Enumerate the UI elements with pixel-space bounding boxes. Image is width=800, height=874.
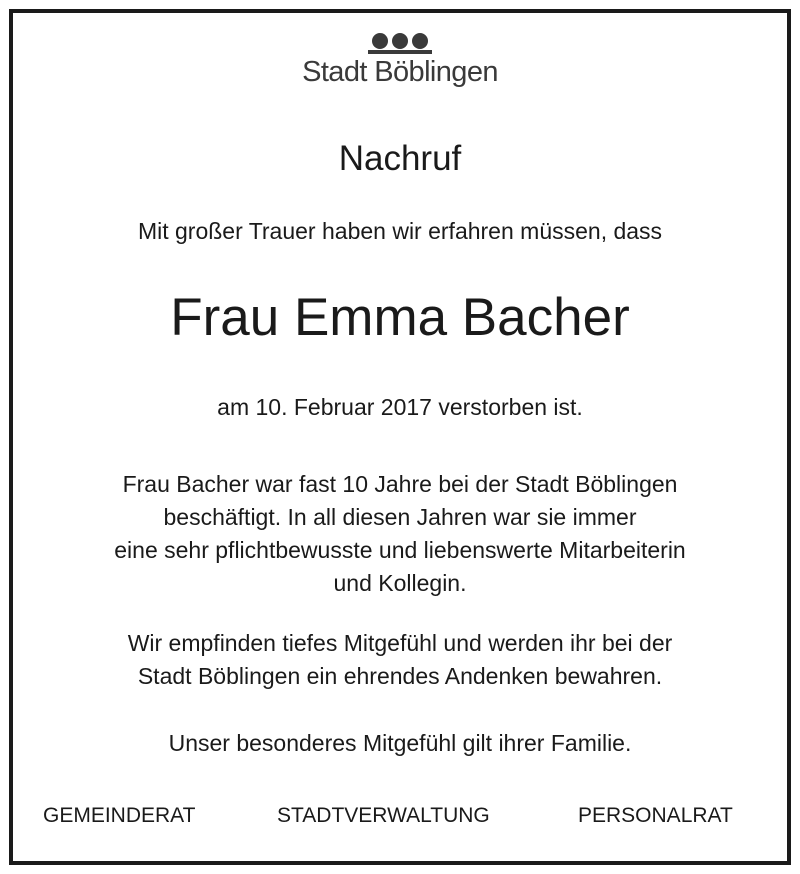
paragraph-condolence bbox=[0, 727, 800, 760]
signature-city-administration: STADTVERWALTUNG bbox=[277, 804, 490, 827]
logo-dot bbox=[372, 33, 388, 49]
date-of-death: am 10. Februar 2017 verstorben ist. bbox=[217, 394, 583, 420]
paragraph-line: Wir empfinden tiefes Mitgefühl und werden ihr bei der bbox=[127, 630, 673, 656]
city-logo bbox=[0, 33, 800, 89]
paragraph-employment bbox=[0, 468, 800, 600]
logo-dot bbox=[412, 33, 428, 49]
signature-city-council: GEMEINDERAT bbox=[43, 804, 196, 827]
obituary-heading: Nachruf bbox=[338, 139, 462, 178]
intro-text: Mit großer Trauer haben wir erfahren müssen, dass bbox=[137, 218, 663, 244]
logo-dot bbox=[392, 33, 408, 49]
paragraph-remembrance bbox=[0, 627, 800, 693]
paragraph-line: Stadt Böblingen ein ehrendes Andenken bewahren. bbox=[137, 663, 663, 689]
deceased-name: Frau Emma Bacher bbox=[170, 288, 630, 347]
logo-dots-icon bbox=[0, 33, 800, 49]
signature-staff-council: PERSONALRAT bbox=[578, 804, 733, 827]
paragraph-line: Unser besonderes Mitgefühl gilt ihrer Familie. bbox=[168, 730, 632, 756]
paragraph-line: beschäftigt. In all diesen Jahren war sie immer bbox=[163, 504, 637, 530]
paragraph-line: und Kollegin. bbox=[333, 570, 467, 596]
paragraph-line: Frau Bacher war fast 10 Jahre bei der Stadt Böblingen bbox=[122, 471, 678, 497]
signature-row bbox=[0, 802, 800, 830]
logo-bar bbox=[368, 50, 432, 54]
paragraph-line: eine sehr pflichtbewusste und liebenswerte Mitarbeiterin bbox=[114, 537, 686, 563]
logo-text: Stadt Böblingen bbox=[302, 56, 498, 88]
